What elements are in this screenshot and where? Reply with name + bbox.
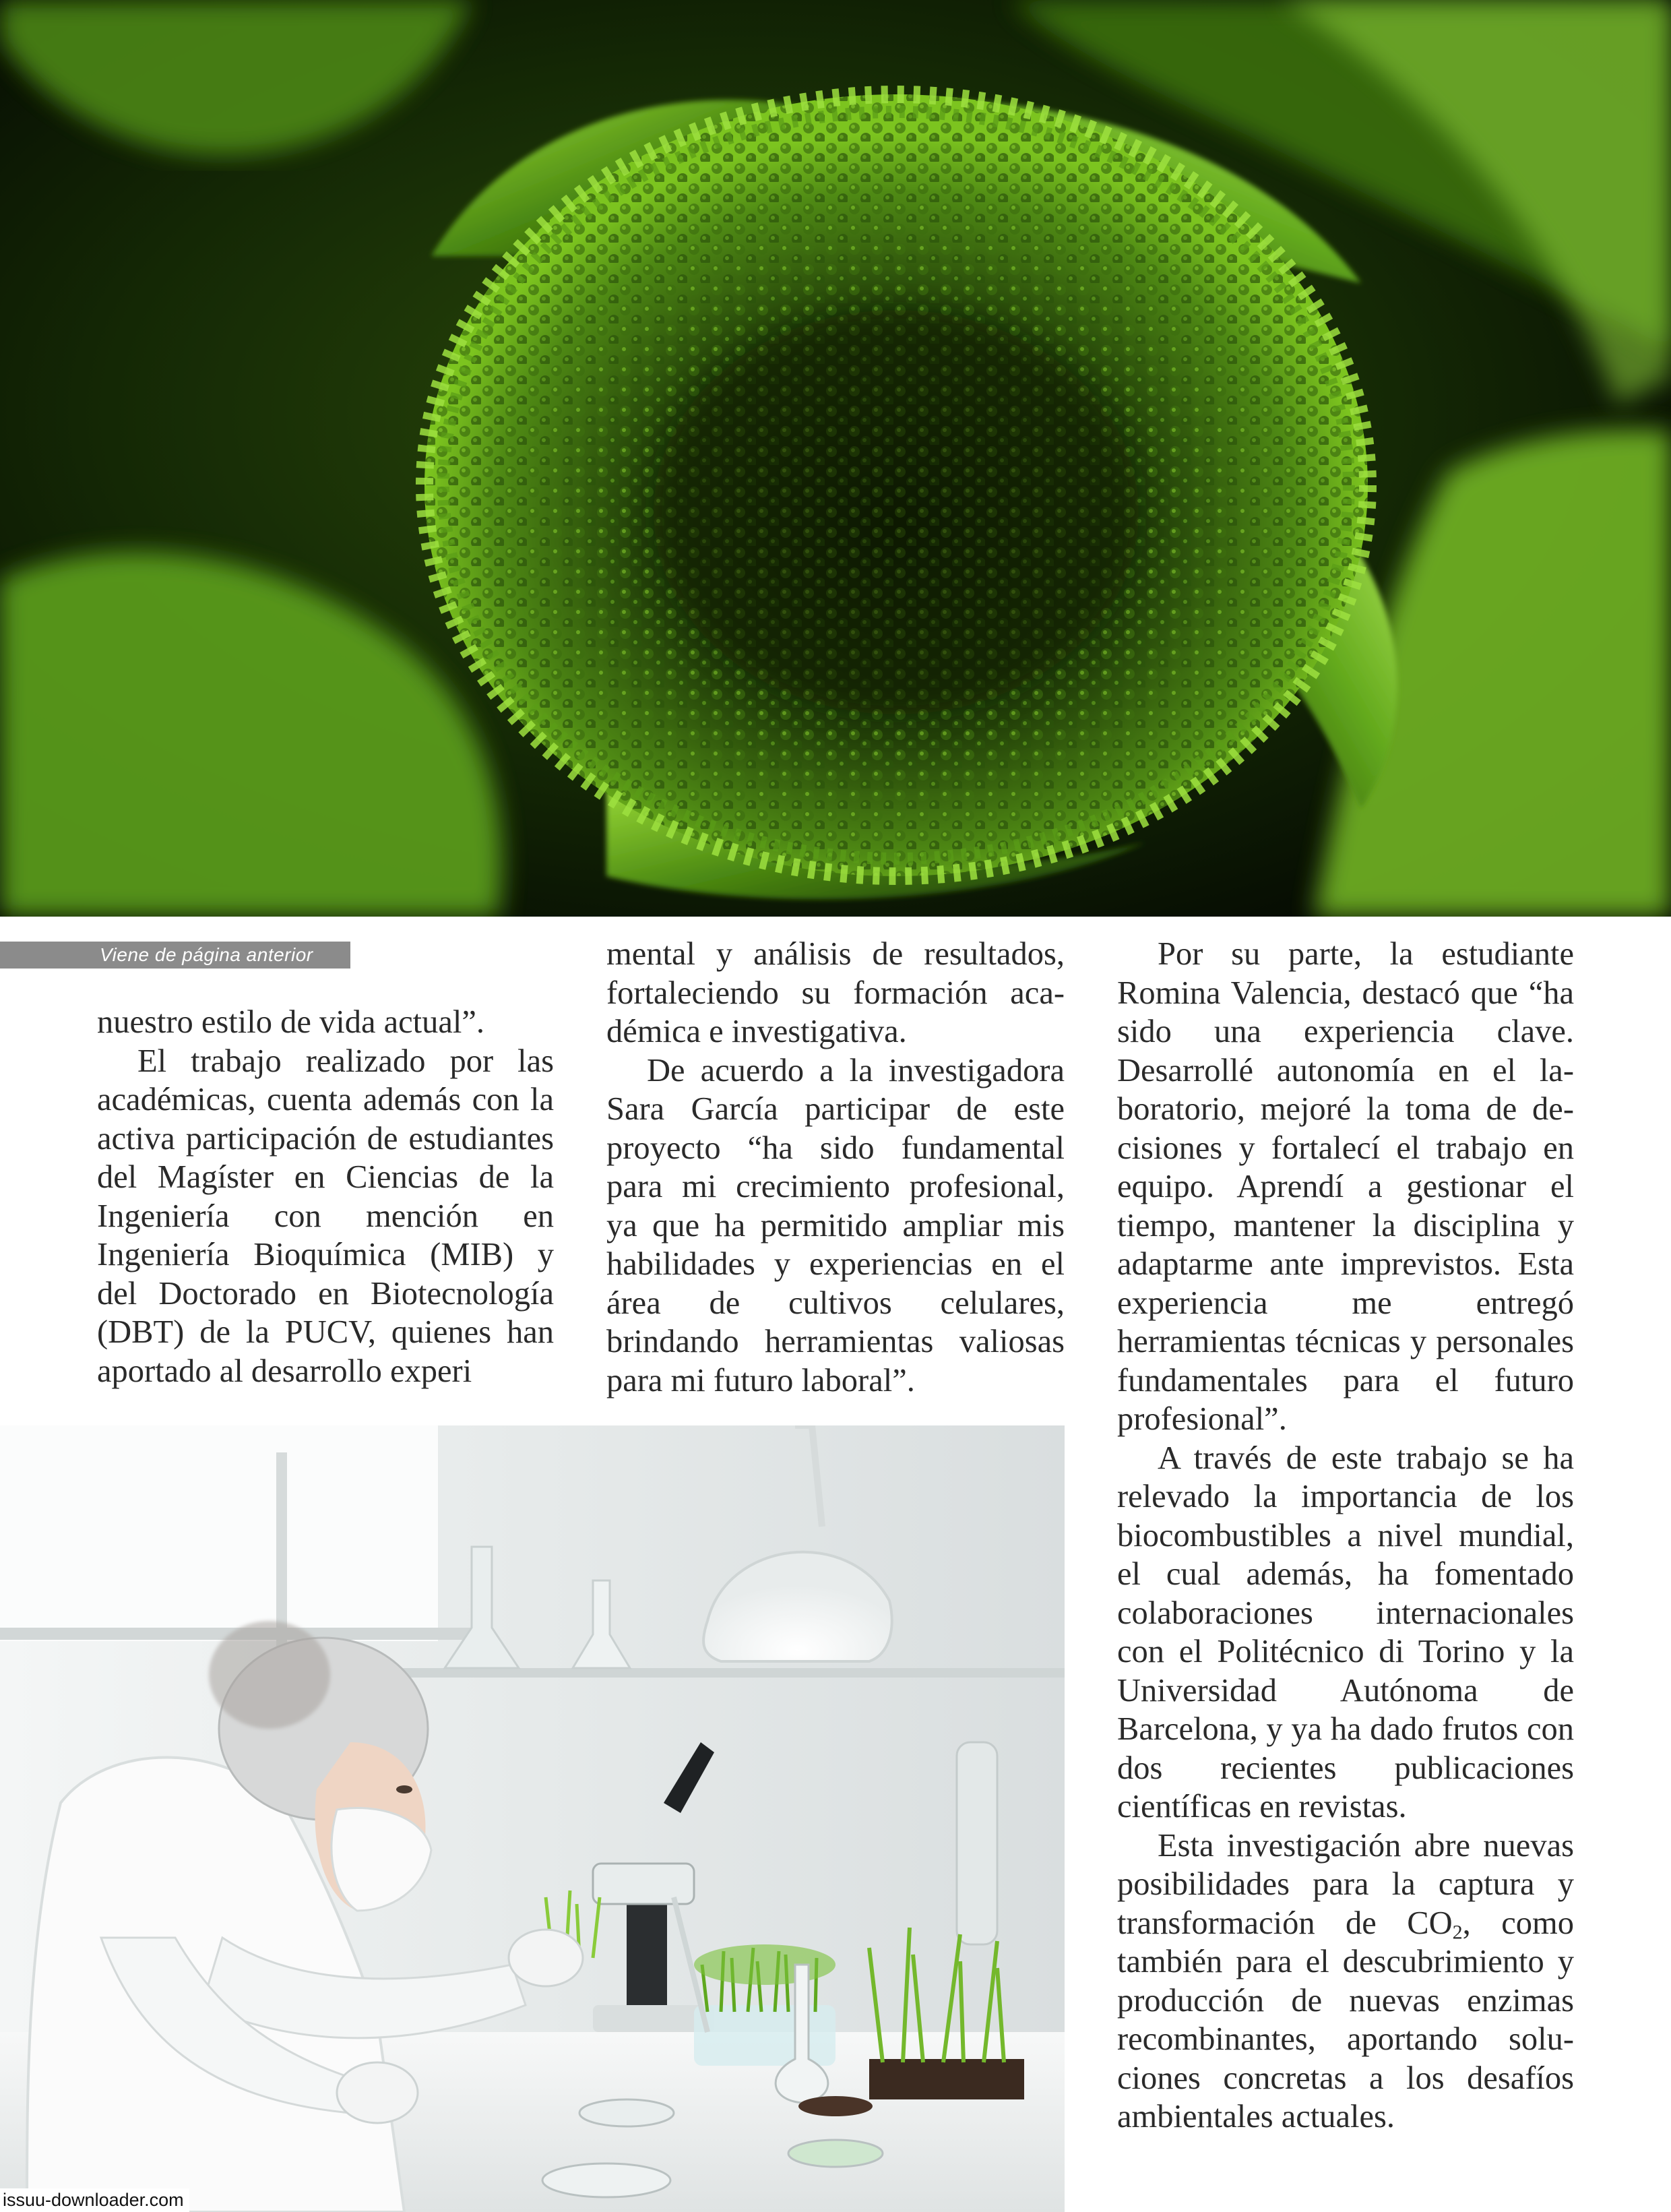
article-column-2 [606, 935, 1065, 1400]
text-run: Esta investigación abre nuevas posibilidades para la captura y transformación de CO [1117, 1827, 1574, 1941]
paragraph: A través de este trabajo se ha relevado la importancia de los biocombustibles a nivel mundial, el cual además, ha fomentado colaboraciones internacionales con el Politécnico di Torino y la Universidad Autónoma de Barcelona, y ya ha dado frutos con dos recientes publicaciones científicas en revistas. [1117, 1440, 1574, 1824]
watermark: issuu-downloader.com [0, 2188, 189, 2212]
researcher-lab-image [0, 1425, 1065, 2212]
paragraph: De acuerdo a la investigadora Sara García participar de este proyecto “ha sido fundamental para mi crecimiento profesional, ya que ha permitido ampliar mis habilidades y experiencias en el área de cultivos celulares, brindando herramientas valiosas para mi futuro laboral”. [606, 1052, 1065, 1399]
article-column-1 [97, 1003, 554, 1390]
paragraph [1117, 1826, 1574, 2137]
paragraph: nuestro estilo de vida actual”. [97, 1004, 485, 1040]
article-column-3 [1117, 935, 1574, 2137]
subscript: 2 [1452, 1920, 1463, 1944]
paragraph: El trabajo realizado por las académicas, cuenta además con la activa participación de estudiantes del Magíster en Ciencias de la Ingeniería con mención en Ingeniería Bioquímica (MIB) y del Doctorado en Biotecnología (DBT) de la PUCV, quienes han aportado al desarrollo experi [97, 1043, 554, 1389]
flower-macro-image [0, 0, 1671, 917]
paragraph: mental y análisis de resultados, fortaleciendo su formación académica e investigativa. [606, 936, 1065, 1049]
text-run: , como también para el descubrimiento y producción de nuevas enzimas recombinantes, aportando soluciones concretas a los desafíos ambientales actuales. [1117, 1905, 1574, 2134]
paragraph: Por su parte, la estudiante Romina Valencia, destacó que “ha sido una experiencia clave. Desarrollé autonomía en el laboratorio, mejoré la toma de decisiones y fortalecí el trabajo en equipo. Aprendí a gestionar el tiempo, mantener la disciplina y adaptarme ante imprevistos. Esta experiencia me entregó herramientas técnicas y personales fundamentales para el futuro profesional”. [1117, 936, 1574, 1437]
continued-from-previous-page-tag: Viene de página anterior [0, 942, 350, 969]
hero-photo [0, 0, 1671, 917]
lab-photo [0, 1425, 1065, 2212]
